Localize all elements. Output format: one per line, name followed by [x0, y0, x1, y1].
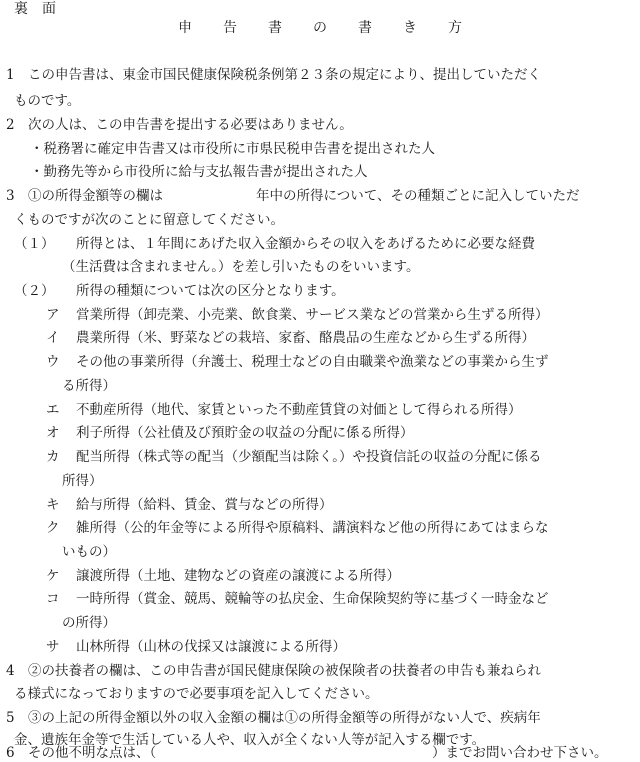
sub-item-label: （１）: [14, 236, 55, 252]
kind-text: 譲渡所得（土地、建物などの資産の譲渡による所得）: [76, 568, 400, 584]
kind-text: 一時所得（賞金、競馬、競輪等の払戻金、生命保険契約等に基づく一時金など: [76, 591, 549, 607]
kind-label: ウ: [46, 354, 60, 370]
title-char: き: [403, 20, 417, 36]
kind-label: サ: [46, 639, 60, 655]
item-text: その他不明な点は、（: [28, 745, 157, 761]
kind-label: カ: [46, 449, 60, 465]
item-number: 3: [6, 188, 15, 204]
kind-label: キ: [46, 497, 60, 513]
kind-label: ケ: [46, 568, 60, 584]
kind-text: 不動産所得（地代、家賃といった不動産賃貸の対価として得られる所得）: [76, 402, 522, 418]
item-number: 2: [6, 117, 15, 133]
item-3-continued: くものですが次のことに留意してください。: [14, 212, 284, 228]
item-number: 4: [6, 663, 15, 679]
item-5-continued: 金、遺族年金等で生活している人や、収入が全くない人等が記入する欄です。: [14, 732, 486, 748]
kind-text: 利子所得（公社債及び預貯金の収益の分配に係る所得）: [76, 425, 414, 441]
bullet-item: ・税務署に確定申告書又は市役所に市県民税申告書を提出された人: [30, 141, 435, 157]
kind-label: エ: [46, 402, 60, 418]
item-text: ②の扶養者の欄は、この申告書が国民健康保険の被保険者の扶養者の申告も兼ねられ: [28, 663, 541, 679]
sub-item-text: 所得とは、１年間にあげた収入金額からその収入をあげるために必要な経費: [76, 236, 535, 252]
title-char: の: [313, 20, 327, 36]
title-char: 方: [448, 20, 462, 36]
kind-text: 農業所得（米、野菜などの栽培、家畜、酪農品の生産などから生ずる所得）: [76, 330, 535, 346]
kind-label: オ: [46, 425, 60, 441]
item-4-continued: る様式になっておりますので必要事項を記入してください。: [14, 686, 379, 702]
item-text: ①の所得金額等の欄は: [28, 188, 163, 204]
item-number: 6: [6, 745, 15, 761]
kind-label: コ: [46, 591, 60, 607]
title-char: 申: [178, 20, 192, 36]
kind-text: 山林所得（山林の伐採又は譲渡による所得）: [76, 639, 346, 655]
title-char: 書: [358, 20, 372, 36]
item-text: この申告書は、東金市国民健康保険税条例第２３条の規定により、提出していただく: [28, 67, 541, 83]
kind-text-continued: 所得）: [62, 473, 103, 489]
item-text: ）までお問い合わせ下さい。: [432, 745, 608, 761]
item-text: ③の上記の所得金額以外の収入金額の欄は①の所得金額等の所得がない人で、疾病年: [28, 710, 541, 726]
kind-label: イ: [46, 330, 60, 346]
side-label: 裏 面: [14, 1, 56, 17]
sub-item-text: 所得の種類については次の区分となります。: [76, 283, 345, 299]
bullet-item: ・勤務先等から市役所に給与支払報告書が提出された人: [30, 164, 368, 180]
kind-text: 雑所得（公的年金等による所得や原稿料、講演料など他の所得にあてはまらな: [76, 520, 549, 536]
title-char: 告: [223, 20, 237, 36]
kind-label: ア: [46, 307, 60, 323]
item-number: 5: [6, 710, 15, 726]
title-char: 書: [268, 20, 282, 36]
kind-label: ク: [46, 520, 60, 536]
sub-item-1-continued: （生活費は含まれません。）を差し引いたものをいいます。: [62, 259, 420, 275]
kind-text: 配当所得（株式等の配当（少額配当は除く。）や投資信託の収益の分配に係る: [76, 449, 542, 465]
item-text: 次の人は、この申告書を提出する必要はありません。: [28, 117, 353, 133]
kind-text-continued: の所得）: [62, 615, 116, 631]
item-1-continued: ものです。: [14, 93, 81, 109]
item-text: 年中の所得について、その種類ごとに記入していただ: [256, 188, 580, 204]
item-number: 1: [6, 67, 15, 83]
kind-text-continued: いもの）: [62, 544, 116, 560]
sub-item-label: （２）: [14, 283, 55, 299]
kind-text: その他の事業所得（弁護士、税理士などの自由職業や漁業などの事業から生ず: [76, 354, 549, 370]
kind-text-continued: る所得）: [62, 378, 116, 394]
kind-text: 営業所得（卸売業、小売業、飲食業、サービス業などの営業から生ずる所得）: [76, 307, 549, 323]
kind-text: 給与所得（給料、賃金、賞与などの所得）: [76, 497, 333, 513]
